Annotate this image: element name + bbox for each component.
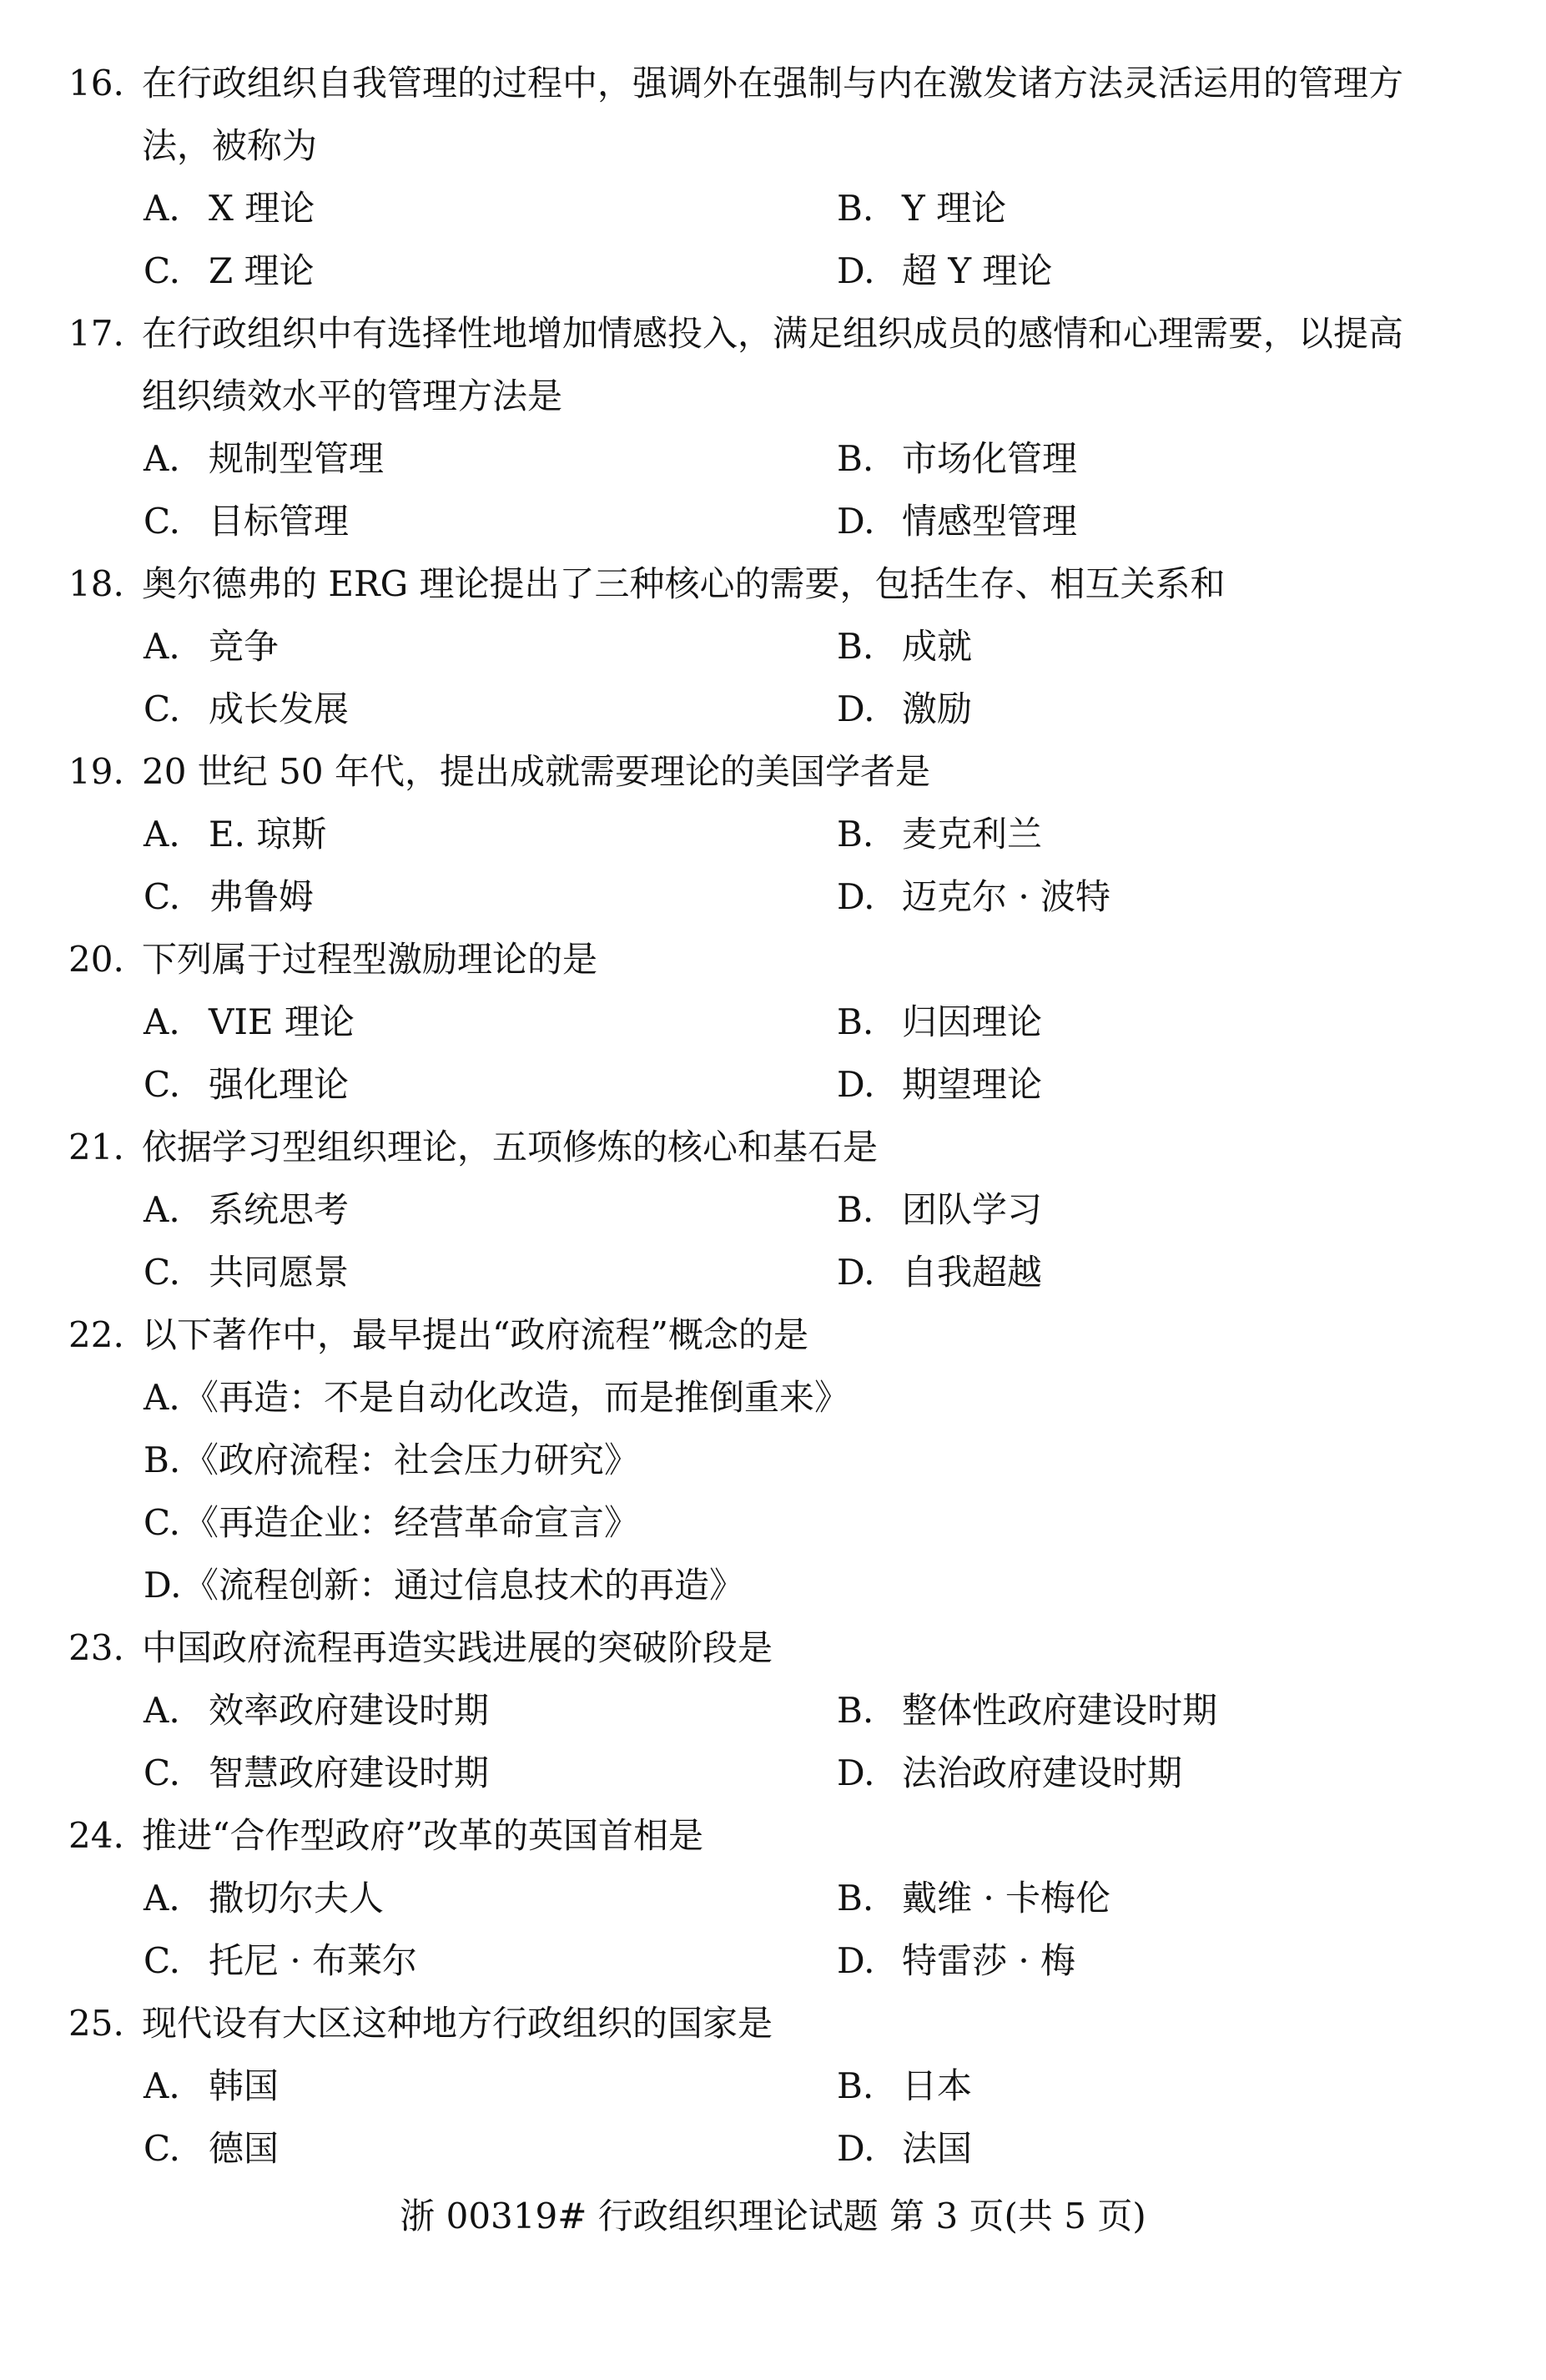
option-text: 激励	[902, 688, 973, 729]
option-text: E. 琼斯	[209, 814, 327, 855]
question-number: 19.	[68, 751, 124, 792]
option-text: 强化理论	[209, 1064, 350, 1105]
option-letter: C.	[144, 1502, 180, 1543]
option-c	[144, 1060, 349, 1110]
option-text: 效率政府建设时期	[209, 1690, 490, 1731]
option-text: 目标管理	[209, 501, 350, 542]
option-letter: B.	[837, 1690, 874, 1731]
option-text: 共同愿景	[209, 1252, 350, 1293]
option-letter: A.	[144, 626, 180, 667]
option-letter: C.	[144, 876, 180, 917]
option-letter: A.	[144, 1690, 180, 1731]
option-letter: B.	[837, 626, 874, 667]
option-text: 市场化管理	[902, 438, 1078, 479]
question-stem: 奥尔德弗的 ERG 理论提出了三种核心的需要，包括生存、相互关系和	[142, 563, 1226, 604]
option-letter: D.	[837, 1252, 875, 1293]
option-d	[837, 872, 1110, 922]
option-letter: B.	[837, 2065, 874, 2106]
option-text: 《政府流程：社会压力研究》	[184, 1440, 640, 1480]
option-d	[837, 497, 1077, 547]
option-text: 韩国	[209, 2065, 279, 2106]
question-stem: 下列属于过程型激励理论的是	[142, 939, 598, 980]
option-text: 成长发展	[209, 688, 350, 729]
option-letter: A.	[144, 1001, 180, 1042]
option-c	[144, 872, 314, 922]
option-letter: C.	[144, 250, 180, 291]
question-stem: 20 世纪 50 年代，提出成就需要理论的美国学者是	[142, 751, 930, 792]
option-b	[837, 1185, 1042, 1235]
option-d	[144, 1561, 744, 1611]
option-c	[144, 2124, 279, 2174]
option-letter: D.	[837, 1752, 875, 1793]
question-number: 25.	[68, 2003, 124, 2044]
option-c	[144, 1498, 639, 1548]
option-c	[144, 684, 349, 734]
option-letter: A.	[144, 1189, 180, 1230]
option-letter: D.	[837, 1940, 875, 1981]
question-stem: 以下著作中，最早提出“政府流程”概念的是	[142, 1314, 808, 1355]
option-text: 情感型管理	[902, 501, 1078, 542]
option-d	[837, 1936, 1075, 1986]
option-letter: A.	[144, 814, 180, 855]
option-d	[837, 1748, 1182, 1798]
option-c	[144, 246, 315, 296]
footer-text: 浙 00319# 行政组织理论试题 第 3 页(共 5 页)	[400, 2196, 1146, 2236]
option-b	[837, 997, 1042, 1047]
option-text: 托尼 · 布莱尔	[209, 1940, 418, 1981]
option-letter: C.	[144, 688, 180, 729]
option-a	[144, 809, 326, 860]
option-text: X 理论	[209, 188, 315, 229]
option-text: 法国	[902, 2128, 973, 2169]
option-letter: D.	[837, 1064, 875, 1105]
option-letter: D.	[837, 688, 875, 729]
option-a	[144, 184, 315, 234]
question-number: 21.	[68, 1127, 124, 1167]
option-letter: D.	[837, 250, 875, 291]
option-letter: B.	[837, 1878, 874, 1919]
option-text: 《流程创新：通过信息技术的再造》	[184, 1565, 745, 1606]
option-letter: C.	[144, 2128, 180, 2169]
option-b	[837, 2061, 972, 2111]
option-text: 系统思考	[209, 1189, 350, 1230]
option-text: 戴维 · 卡梅伦	[902, 1878, 1111, 1919]
question-stem: 在行政组织自我管理的过程中，强调外在强制与内在激发诸方法灵活运用的管理方	[142, 63, 1404, 103]
question-stem: 依据学习型组织理论，五项修炼的核心和基石是	[142, 1127, 879, 1167]
option-letter: C.	[144, 1064, 180, 1105]
option-b	[837, 1686, 1217, 1736]
option-text: Y 理论	[902, 188, 1007, 229]
option-c	[144, 1248, 349, 1298]
option-c	[144, 497, 349, 547]
question-number: 24.	[68, 1815, 124, 1856]
page-footer	[0, 2191, 1546, 2241]
option-text: 特雷莎 · 梅	[902, 1940, 1076, 1981]
option-text: 弗鲁姆	[209, 876, 315, 917]
option-b	[837, 622, 972, 672]
option-letter: B.	[837, 1001, 874, 1042]
option-text: 团队学习	[902, 1189, 1043, 1230]
option-text: 日本	[902, 2065, 973, 2106]
option-letter: C.	[144, 1752, 180, 1793]
option-a	[144, 1373, 849, 1423]
option-a	[144, 622, 279, 672]
option-a	[144, 997, 355, 1047]
option-b	[144, 1435, 639, 1485]
option-text: 迈克尔 · 波特	[902, 876, 1111, 917]
option-text: 归因理论	[902, 1001, 1043, 1042]
option-text: 规制型管理	[209, 438, 385, 479]
option-text: 德国	[209, 2128, 279, 2169]
option-text: 竞争	[209, 626, 279, 667]
option-a	[144, 1686, 489, 1736]
option-text: 智慧政府建设时期	[209, 1752, 490, 1793]
question-number: 16.	[68, 63, 124, 103]
option-letter: B.	[837, 814, 874, 855]
option-letter: C.	[144, 1940, 180, 1981]
option-a	[144, 1185, 349, 1235]
option-text: 期望理论	[902, 1064, 1043, 1105]
option-text: 自我超越	[902, 1252, 1043, 1293]
option-letter: A.	[144, 2065, 180, 2106]
question-number: 18.	[68, 563, 124, 604]
question-number: 17.	[68, 313, 124, 354]
option-letter: A.	[144, 1377, 180, 1418]
question-stem: 在行政组织中有选择性地增加情感投入，满足组织成员的感情和心理需要，以提高	[142, 313, 1404, 354]
option-text: 《再造：不是自动化改造，而是推倒重来》	[184, 1377, 850, 1418]
question-stem-cont: 法，被称为	[142, 125, 318, 166]
option-letter: A.	[144, 438, 180, 479]
option-letter: B.	[837, 188, 874, 229]
option-d	[837, 2124, 972, 2174]
option-a	[144, 1873, 384, 1924]
option-a	[144, 434, 384, 484]
option-b	[837, 809, 1042, 860]
option-b	[837, 434, 1077, 484]
option-letter: C.	[144, 1252, 180, 1293]
question-stem: 现代设有大区这种地方行政组织的国家是	[142, 2003, 773, 2044]
option-b	[837, 1873, 1110, 1924]
question-number: 22.	[68, 1314, 124, 1355]
option-d	[837, 246, 1052, 296]
option-letter: B.	[144, 1440, 181, 1480]
option-letter: C.	[144, 501, 180, 542]
question-number: 20.	[68, 939, 124, 980]
option-d	[837, 1248, 1042, 1298]
question-stem: 推进“合作型政府”改革的英国首相是	[142, 1815, 703, 1856]
option-d	[837, 684, 972, 734]
option-letter: D.	[837, 501, 875, 542]
option-text: 《再造企业：经营革命宣言》	[184, 1502, 640, 1543]
option-text: 法治政府建设时期	[902, 1752, 1183, 1793]
option-letter: B.	[837, 1189, 874, 1230]
option-letter: A.	[144, 1878, 180, 1919]
option-c	[144, 1936, 417, 1986]
option-text: 撒切尔夫人	[209, 1878, 385, 1919]
option-letter: A.	[144, 188, 180, 229]
option-text: 整体性政府建设时期	[902, 1690, 1218, 1731]
option-b	[837, 184, 1006, 234]
question-number: 23.	[68, 1627, 124, 1668]
question-stem-cont: 组织绩效水平的管理方法是	[142, 376, 563, 416]
option-text: Z 理论	[209, 250, 315, 291]
option-text: 麦克利兰	[902, 814, 1043, 855]
option-letter: D.	[837, 2128, 875, 2169]
option-a	[144, 2061, 279, 2111]
option-d	[837, 1060, 1042, 1110]
option-text: 超 Y 理论	[902, 250, 1053, 291]
option-letter: B.	[837, 438, 874, 479]
option-c	[144, 1748, 489, 1798]
option-letter: D.	[144, 1565, 182, 1606]
option-letter: D.	[837, 876, 875, 917]
option-text: VIE 理论	[209, 1001, 355, 1042]
question-stem: 中国政府流程再造实践进展的突破阶段是	[142, 1627, 773, 1668]
option-text: 成就	[902, 626, 973, 667]
